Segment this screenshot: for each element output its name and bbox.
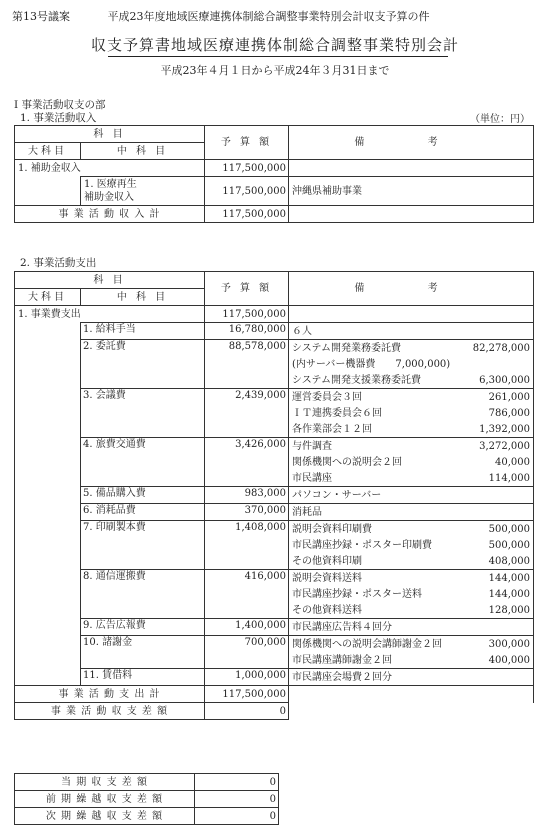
expense-large-amount: 117,500,000 bbox=[205, 306, 289, 323]
header-item: 科 目 bbox=[15, 272, 205, 289]
income-total: 117,500,000 bbox=[205, 206, 289, 223]
expense-note-text: 市民講座広告料４回分 bbox=[292, 621, 392, 633]
expense-note bbox=[289, 389, 534, 406]
income-large-item: 1. 補助金収入 bbox=[15, 160, 205, 177]
expense-note bbox=[289, 454, 534, 470]
summary-label: 次 期 繰 越 収 支 差 額 bbox=[15, 808, 195, 825]
expense-note bbox=[289, 602, 534, 619]
expense-note-text: (内サーバー機器費 7,000,000) bbox=[292, 358, 451, 370]
expense-note bbox=[289, 636, 534, 653]
expense-note-text: 各作業部会１２回 bbox=[292, 423, 372, 435]
expense-item-row bbox=[15, 636, 534, 653]
expense-mid-item: 1. 給料手当 bbox=[81, 323, 205, 340]
expense-note bbox=[289, 521, 534, 538]
expense-note bbox=[289, 619, 534, 636]
expense-note-value: 786,000 bbox=[488, 407, 530, 419]
expense-note-value: 300,000 bbox=[488, 638, 530, 650]
expense-large-blank bbox=[15, 323, 81, 686]
income-large-blank bbox=[15, 177, 81, 206]
expense-note-value: 500,000 bbox=[488, 523, 530, 535]
income-mid-item: 1. 医療再生 補助金収入 bbox=[81, 177, 205, 206]
expense-note bbox=[289, 652, 534, 669]
expense-note bbox=[289, 356, 534, 372]
expense-mid-amount: 16,780,000 bbox=[205, 323, 289, 340]
expense-note bbox=[289, 586, 534, 602]
header-large: 大科目 bbox=[15, 143, 81, 160]
expense-mid-item: 7. 印刷製本費 bbox=[81, 521, 205, 570]
expense-large-item: 1. 事業費支出 bbox=[15, 306, 205, 323]
expense-item-row bbox=[15, 669, 534, 686]
balance-note bbox=[289, 703, 534, 720]
expense-note-value: 261,000 bbox=[488, 391, 530, 403]
header-budget: 予 算 額 bbox=[205, 272, 289, 306]
expense-note bbox=[289, 421, 534, 438]
expense-note-text: 消耗品 bbox=[292, 506, 322, 518]
summary-label: 前 期 繰 越 収 支 差 額 bbox=[15, 791, 195, 808]
header-mid: 中 科 目 bbox=[81, 289, 205, 306]
header-note: 備 考 bbox=[289, 126, 534, 160]
expense-mid-amount: 983,000 bbox=[205, 487, 289, 504]
expense-note-text: 説明会資料印刷費 bbox=[292, 523, 372, 535]
expense-note-value: 114,000 bbox=[488, 472, 530, 484]
expense-item-row bbox=[15, 521, 534, 538]
expense-note bbox=[289, 405, 534, 421]
expense-item-row bbox=[15, 570, 534, 587]
summary-label: 当 期 収 支 差 額 bbox=[15, 774, 195, 791]
expense-note-text: 運営委員会３回 bbox=[292, 391, 362, 403]
expense-note-text: システム開発業務委託費 bbox=[292, 342, 401, 354]
summary-row bbox=[15, 808, 279, 825]
expense-note-text: 市民講座 bbox=[292, 472, 332, 484]
expense-mid-item: 3. 会議費 bbox=[81, 389, 205, 438]
summary-value: 0 bbox=[195, 791, 279, 808]
expense-mid-amount: 2,439,000 bbox=[205, 389, 289, 438]
expense-mid-amount: 88,578,000 bbox=[205, 340, 289, 389]
expense-note bbox=[289, 537, 534, 553]
expense-total: 117,500,000 bbox=[205, 686, 289, 703]
expense-mid-item: 5. 備品購入費 bbox=[81, 487, 205, 504]
unit-label: （単位：円） bbox=[470, 114, 530, 125]
expense-note-value: 144,000 bbox=[488, 588, 530, 600]
agenda-number: 第13号議案 bbox=[12, 10, 70, 23]
expense-note-value: 82,278,000 bbox=[472, 342, 530, 354]
agenda-subject: 平成23年度地域医療連携体制総合調整事業特別会計収支予算の件 bbox=[107, 10, 430, 23]
income-mid-amount: 117,500,000 bbox=[205, 177, 289, 206]
expense-note bbox=[289, 438, 534, 455]
income-total-note bbox=[289, 206, 534, 223]
header-item: 科 目 bbox=[15, 126, 205, 143]
header-line bbox=[12, 8, 464, 24]
header-budget: 予 算 額 bbox=[205, 126, 289, 160]
expense-note-text: ６人 bbox=[292, 325, 312, 337]
expense-heading: 2. 事業活動支出 bbox=[20, 257, 97, 269]
title-underline bbox=[108, 56, 448, 57]
summary-row bbox=[15, 791, 279, 808]
income-table bbox=[14, 125, 534, 223]
expense-note bbox=[289, 340, 534, 357]
balance-label: 事 業 活 動 収 支 差 額 bbox=[15, 703, 205, 720]
expense-note bbox=[289, 504, 534, 521]
section-heading: Ⅰ 事業活動収支の部 bbox=[14, 99, 106, 111]
balance-value: 0 bbox=[205, 703, 289, 720]
income-total-label: 事 業 活 動 収 入 計 bbox=[15, 206, 205, 223]
header-large: 大科目 bbox=[15, 289, 81, 306]
expense-mid-amount: 700,000 bbox=[205, 636, 289, 669]
summary-table bbox=[14, 773, 279, 825]
income-large-amount: 117,500,000 bbox=[205, 160, 289, 177]
expense-mid-amount: 1,400,000 bbox=[205, 619, 289, 636]
expense-note bbox=[289, 470, 534, 487]
expense-note-text: 市民講座講師謝金２回 bbox=[292, 654, 392, 666]
expense-note-value: 1,392,000 bbox=[479, 423, 530, 435]
expense-note-text: 説明会資料送料 bbox=[292, 572, 362, 584]
expense-note bbox=[289, 487, 534, 504]
expense-mid-item: 8. 通信運搬費 bbox=[81, 570, 205, 619]
expense-note-text: その他資料送料 bbox=[292, 604, 362, 616]
header-mid: 中 科 目 bbox=[81, 143, 205, 160]
summary-value: 0 bbox=[195, 808, 279, 825]
expense-note-text: 関係機関への説明会２回 bbox=[292, 456, 402, 468]
expense-mid-amount: 416,000 bbox=[205, 570, 289, 619]
expense-note-value: 144,000 bbox=[488, 572, 530, 584]
expense-note-value: 408,000 bbox=[488, 555, 530, 567]
expense-note-text: 与件調査 bbox=[292, 440, 332, 452]
expense-note-text: 関係機関への説明会講師謝金２回 bbox=[292, 638, 442, 650]
expense-total-label: 事 業 活 動 支 出 計 bbox=[15, 686, 205, 703]
expense-mid-amount: 1,408,000 bbox=[205, 521, 289, 570]
expense-note-text: パソコン・サーバー bbox=[292, 489, 382, 501]
expense-note-text: システム開発支援業務委託費 bbox=[292, 374, 421, 386]
expense-item-row bbox=[15, 323, 534, 340]
expense-item-row bbox=[15, 389, 534, 406]
expense-note-text: ＩＴ連携委員会６回 bbox=[292, 407, 382, 419]
expense-note-text: その他資料印刷 bbox=[292, 555, 362, 567]
expense-note bbox=[289, 570, 534, 587]
expense-note-text: 市民講座会場費２回分 bbox=[292, 671, 392, 683]
income-heading: 1. 事業活動収入 bbox=[20, 112, 97, 124]
expense-note-text: 市民講座抄録・ポスター印刷費 bbox=[292, 539, 432, 551]
summary-row bbox=[15, 774, 279, 791]
expense-mid-amount: 1,000,000 bbox=[205, 669, 289, 686]
expense-large-note bbox=[289, 306, 534, 323]
expense-mid-item: 10. 諸謝金 bbox=[81, 636, 205, 669]
expense-item-row bbox=[15, 504, 534, 521]
fiscal-period: 平成23年４月１日から平成24年３月31日まで bbox=[160, 64, 390, 77]
expense-item-row bbox=[15, 438, 534, 455]
income-large-note bbox=[289, 160, 534, 177]
summary-value: 0 bbox=[195, 774, 279, 791]
expense-item-row bbox=[15, 619, 534, 636]
expense-note-value: 6,300,000 bbox=[479, 374, 530, 386]
document-title: 収支予算書地域医療連携体制総合調整事業特別会計 bbox=[90, 36, 459, 54]
expense-note-value: 400,000 bbox=[488, 654, 530, 666]
expense-total-note bbox=[289, 686, 534, 703]
expense-item-row bbox=[15, 487, 534, 504]
expense-mid-amount: 370,000 bbox=[205, 504, 289, 521]
expense-mid-item: 6. 消耗品費 bbox=[81, 504, 205, 521]
expense-note bbox=[289, 323, 534, 340]
expense-note-text: 市民講座抄録・ポスター送料 bbox=[292, 588, 422, 600]
expense-mid-amount: 3,426,000 bbox=[205, 438, 289, 487]
expense-note-value: 40,000 bbox=[495, 456, 530, 468]
expense-note-value: 500,000 bbox=[488, 539, 530, 551]
header-note: 備 考 bbox=[289, 272, 534, 306]
expense-note bbox=[289, 553, 534, 570]
expense-item-row bbox=[15, 340, 534, 357]
expense-note-value: 128,000 bbox=[488, 604, 530, 616]
expense-mid-item: 11. 賃借料 bbox=[81, 669, 205, 686]
expense-mid-item: 2. 委託費 bbox=[81, 340, 205, 389]
expense-mid-item: 4. 旅費交通費 bbox=[81, 438, 205, 487]
expense-note bbox=[289, 372, 534, 389]
expense-note-value: 3,272,000 bbox=[479, 440, 530, 452]
expense-mid-item: 9. 広告広報費 bbox=[81, 619, 205, 636]
expense-note bbox=[289, 669, 534, 686]
income-mid-note: 沖縄県補助事業 bbox=[289, 177, 534, 206]
expense-table bbox=[14, 271, 534, 720]
